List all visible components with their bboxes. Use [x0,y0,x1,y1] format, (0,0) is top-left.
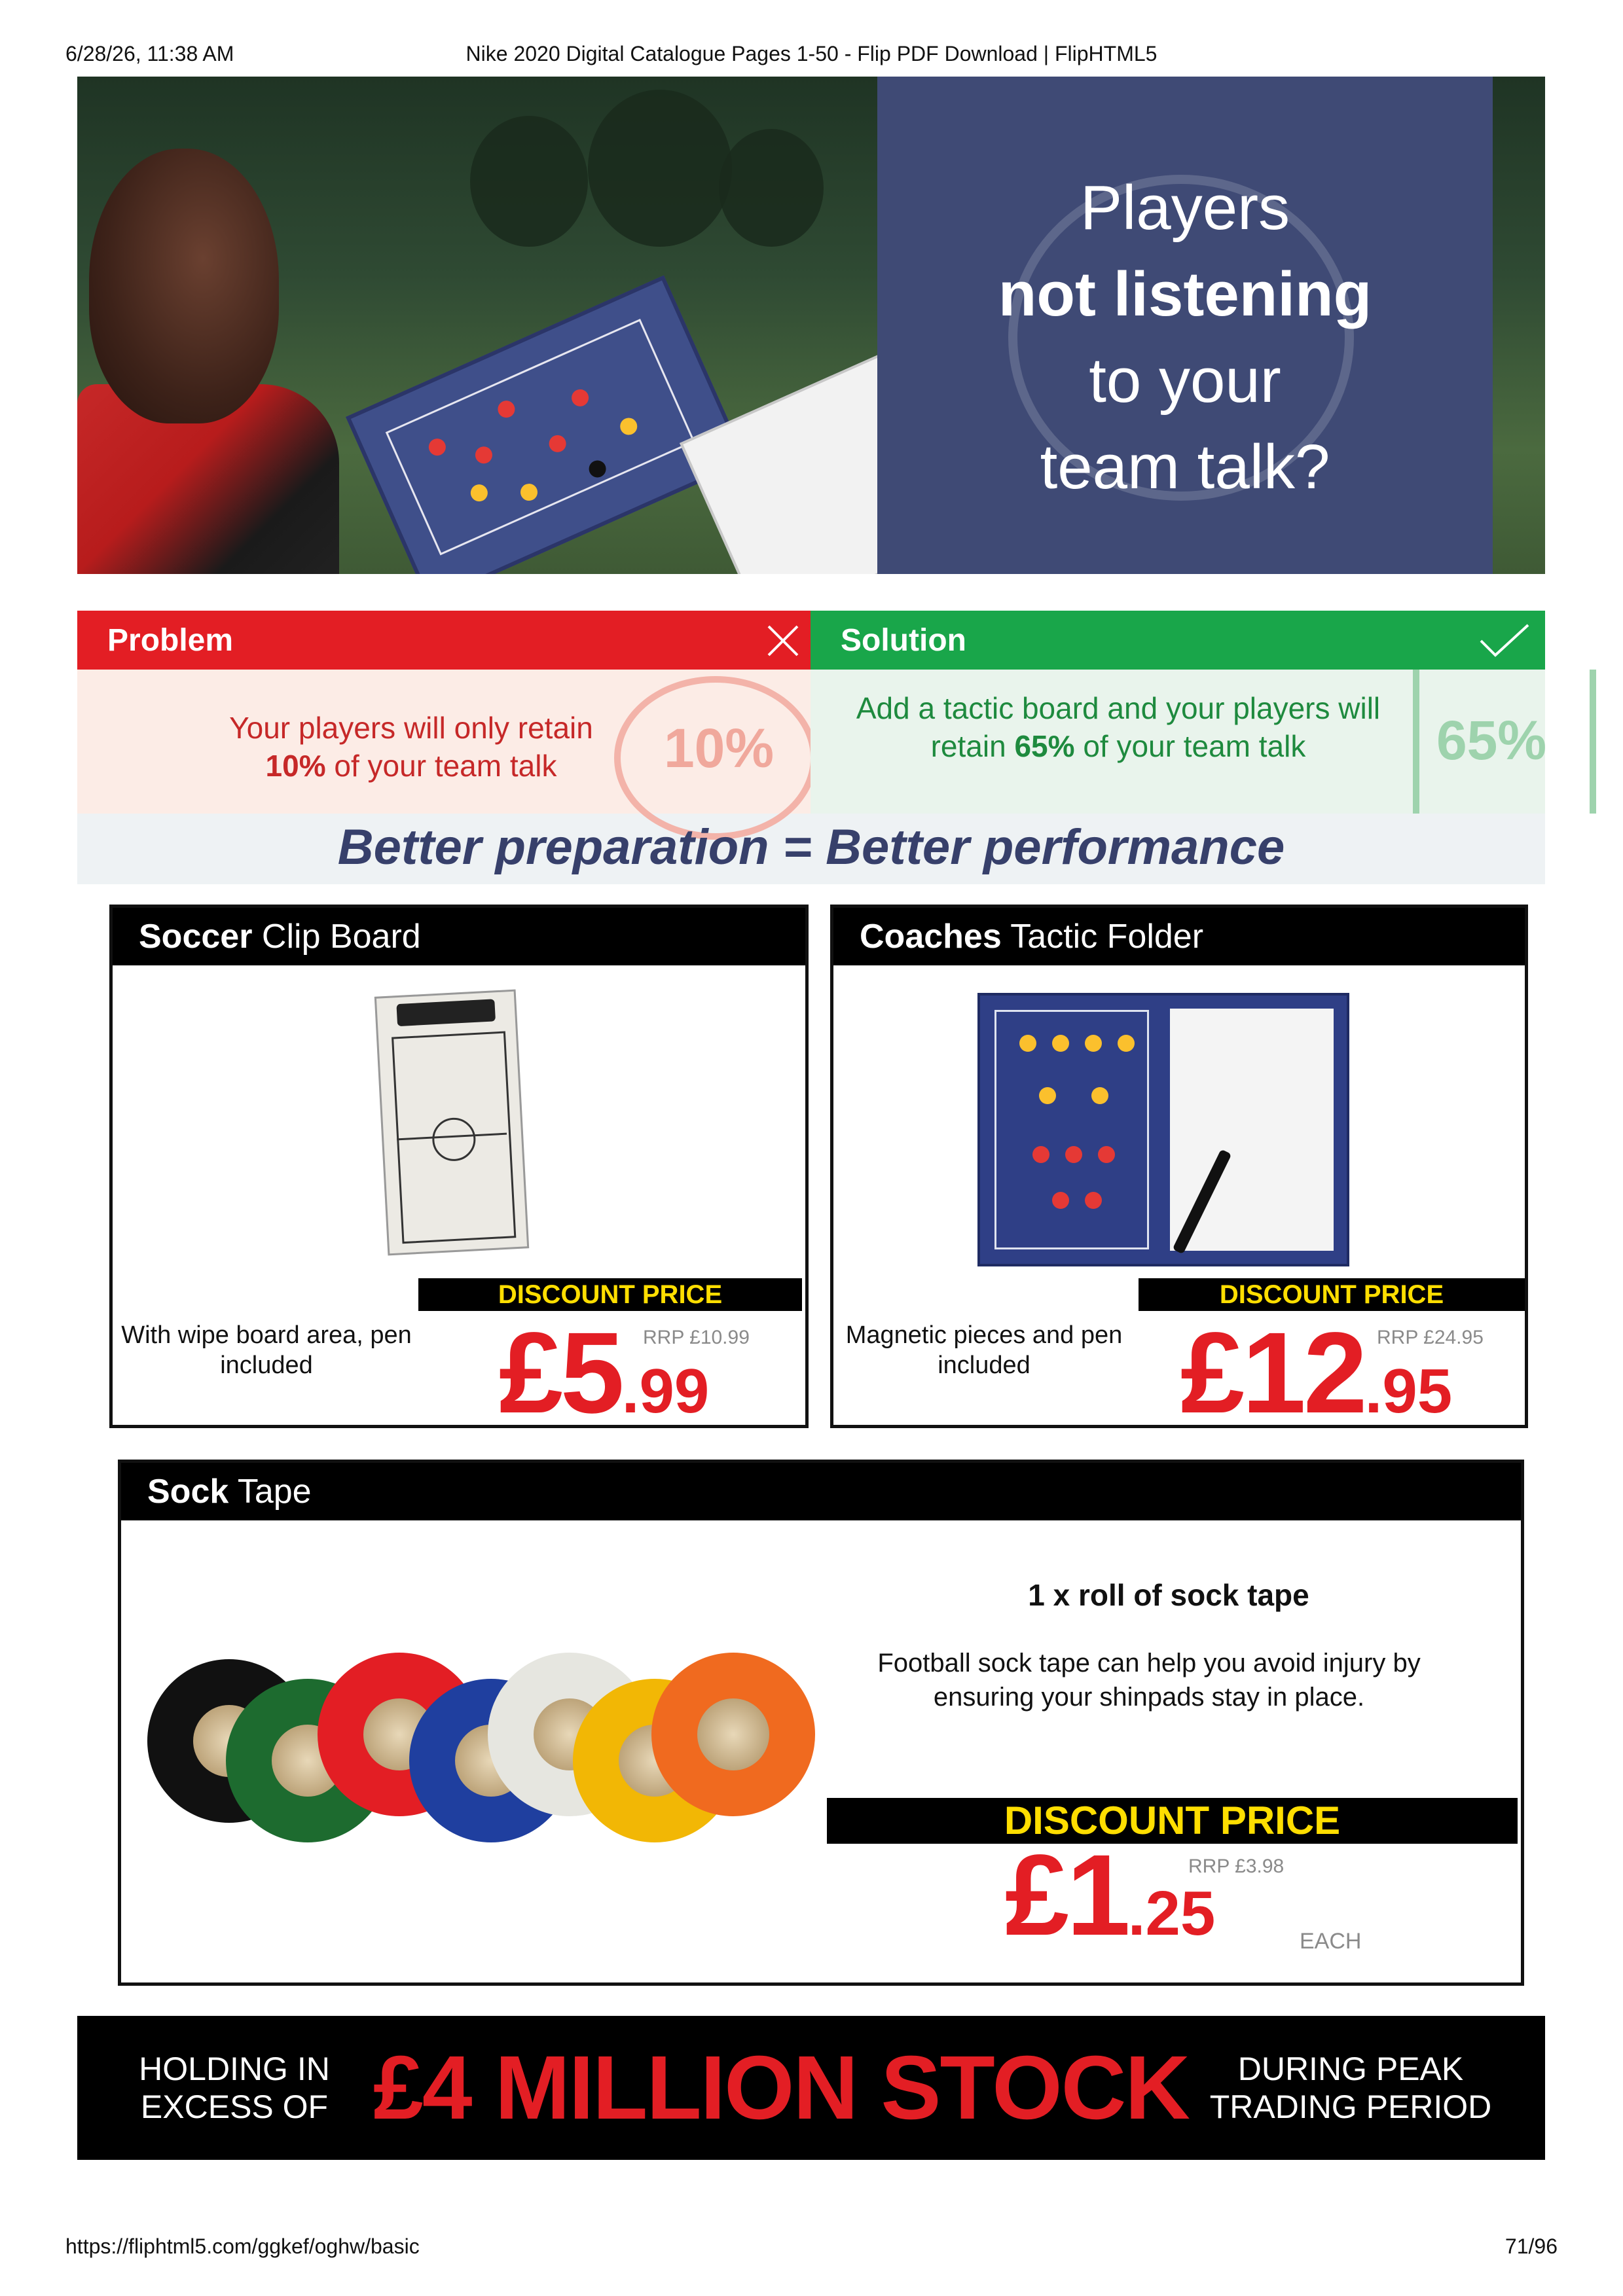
stock-banner [77,2016,1545,2160]
banner-headline: £4 MILLION STOCK [373,2037,1189,2138]
magnet-yellow [1085,1035,1102,1052]
hero-banner [77,77,1545,574]
headline-line-4: team talk? [1040,432,1330,502]
solution-text-part2: of your team talk [1083,729,1306,763]
discount-label: DISCOUNT PRICE [827,1798,1518,1844]
price-fraction: .95 [1364,1356,1453,1426]
cross-icon [765,622,801,659]
magnet-red [1052,1192,1069,1209]
problem-text-part1: Your players will only retain [229,711,593,745]
discount-label: DISCOUNT PRICE [1139,1278,1525,1311]
price-fraction: .25 [1127,1878,1216,1948]
background-tree [470,116,588,247]
product-title-bold: Soccer [139,918,253,956]
solution-text [850,689,1387,765]
solution-text-part1: Add a tactic board and your players will retain [856,691,1381,763]
headline-line-2: not listening [998,259,1372,329]
problem-solution-section [77,611,1545,884]
magnet-yellow [1118,1035,1135,1052]
product-card-tactic-folder[interactable] [830,905,1528,1437]
price-main: £5 [499,1309,622,1437]
problem-text-highlight: 10% [265,749,326,783]
solution-body [811,670,1545,814]
print-page-number: 71/96 [1504,2234,1558,2258]
problem-body [77,670,811,814]
solution-title: Solution [841,623,966,658]
product-card-clip-board[interactable] [109,905,809,1437]
rrp-price: RRP £3.98 [1188,1856,1285,1877]
product-title [121,1463,1521,1520]
headline [877,165,1493,511]
problem-text-part2: of your team talk [334,749,557,783]
magnet-yellow [1052,1035,1069,1052]
problem-header [77,611,811,670]
print-title: Nike 2020 Digital Catalogue Pages 1-50 - Flip PDF Download | FlipHTML5 [465,42,1158,65]
problem-percent: 10% [663,717,775,779]
rrp-price: RRP £10.99 [643,1327,750,1348]
banner-left-text: HOLDING IN EXCESS OF [139,2051,330,2125]
clip-icon [396,999,496,1026]
solution-text-highlight: 65% [1014,729,1075,763]
product-title [113,908,805,965]
magnet-yellow [1019,1035,1036,1052]
checkmark-icon [1478,622,1531,659]
background-tree [588,90,732,247]
pitch-lines [386,319,695,555]
product-title [833,908,1525,965]
tactic-folder-image [977,993,1349,1266]
print-url: https://fliphtml5.com/ggkef/oghw/basic [65,2234,420,2258]
tape-roll-orange [651,1653,815,1816]
coach-head-image [89,149,279,423]
product-title-rest: Tactic Folder [1010,918,1204,956]
print-datetime: 6/28/26, 11:38 AM [65,42,234,65]
discount-label: DISCOUNT PRICE [418,1278,802,1311]
tagline: Better preparation = Better performance [337,819,1285,875]
product-subtitle: 1 x roll of sock tape [1028,1578,1309,1612]
headline-line-1: Players [1080,173,1290,243]
magnet-yellow [1039,1087,1056,1104]
clip-board-image [374,990,529,1256]
banner-right-text: DURING PEAK TRADING PERIOD [1209,2051,1492,2125]
price-fraction: .99 [621,1356,710,1426]
magnet-red [1085,1192,1102,1209]
product-title-bold: Coaches [860,918,1002,956]
product-description: With wipe board area, pen included [121,1321,412,1379]
product-title-rest: Clip Board [261,918,421,956]
price-unit: EACH [1300,1929,1362,1954]
headline-panel [877,77,1493,574]
magnet-red [1098,1146,1115,1163]
price-main: £12 [1180,1309,1365,1437]
product-description: Magnetic pieces and pen included [845,1321,1123,1379]
product-title-bold: Sock [147,1473,229,1511]
product-card-sock-tape[interactable] [118,1460,1524,1986]
product-price [1005,1829,1215,1962]
price-main: £1 [1005,1831,1128,1960]
rrp-price: RRP £24.95 [1377,1327,1484,1348]
solution-header [811,611,1545,670]
product-description: Football sock tape can help you avoid injury by ensuring your shinpads stay in place. [877,1649,1421,1712]
magnet-yellow [1091,1087,1108,1104]
magnet-red [1065,1146,1082,1163]
tactic-board-image [346,276,747,574]
background-tree [719,129,824,247]
product-title-rest: Tape [237,1473,312,1511]
problem-title: Problem [107,623,234,658]
solution-percent: 65% [1436,709,1547,771]
magnet-red [1032,1146,1049,1163]
headline-line-3: to your [1089,346,1281,416]
